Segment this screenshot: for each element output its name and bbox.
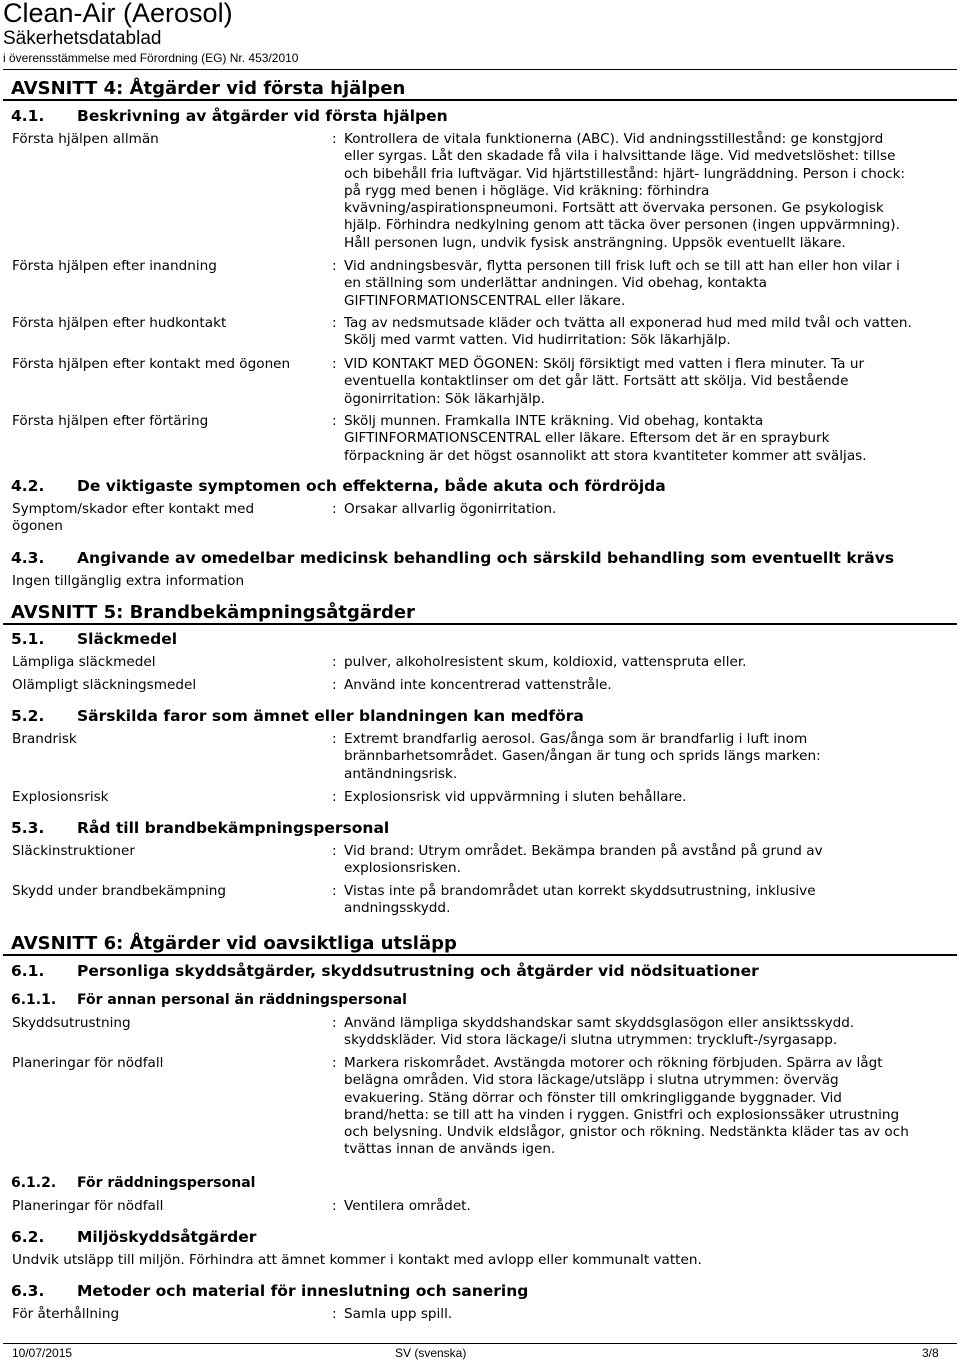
subsection-title: Personliga skyddsåtgärder, skyddsutrustning och åtgärder vid nödsituationer bbox=[77, 962, 759, 980]
value-line: Håll personen lugn, undvik fysisk ansträngning. Uppsök eventuellt läkare. bbox=[344, 234, 846, 251]
subsection-number: 6.1. bbox=[11, 962, 45, 980]
subsection-title: De viktigaste symptomen och effekterna, både akuta och fördröjda bbox=[77, 477, 666, 495]
row-colon: : bbox=[332, 1198, 337, 1214]
value-line: explosionsrisken. bbox=[344, 860, 461, 877]
value-line: skyddskläder. Vid stora läckage/i slutna utrymmen: tryckluft-/syrgasapp. bbox=[344, 1032, 838, 1049]
subsection-number: 5.3. bbox=[11, 819, 45, 837]
subsection-number: 4.1. bbox=[11, 107, 45, 125]
value-line: eller syrgas. Låt den skadade få vila i halvsittande läge. Vid medvetslöshet: tillse bbox=[344, 148, 896, 165]
row-colon: : bbox=[332, 883, 337, 899]
row-colon: : bbox=[332, 413, 337, 429]
value-line: antändningsrisk. bbox=[344, 765, 458, 782]
subsection-number: 6.1.1. bbox=[11, 992, 57, 1008]
subsection-4-2 bbox=[11, 476, 951, 496]
row-value bbox=[344, 413, 950, 465]
subsection-title: Angivande av omedelbar medicinsk behandling och särskild behandling som eventuellt krävs bbox=[77, 549, 895, 567]
section-4-title: AVSNITT 4: Åtgärder vid första hjälpen bbox=[11, 78, 406, 99]
row-value bbox=[344, 1055, 950, 1159]
row-label bbox=[12, 501, 322, 536]
value-line: Tag av nedsmutsade kläder och tvätta all exponerad hud med mild tvål och vatten. bbox=[344, 315, 912, 331]
value-line: en ställning som underlättar andningen. Vid obehag, kontakta bbox=[344, 275, 767, 292]
value-line: och bibehåll fria luftvägar. Vid hjärtstillestånd: hjärt- lungräddning. Person i chock: bbox=[344, 165, 906, 182]
value-line: ögonirritation: Sök läkarhjälp. bbox=[344, 390, 545, 407]
value-line: Vistas inte på brandområdet utan korrekt skyddsutrustning, inklusive bbox=[344, 883, 816, 899]
subsection-title: Råd till brandbekämpningspersonal bbox=[77, 819, 390, 837]
value-line: förpackning är det högst osannolikt att stora kvantiteter kommer att sväljas. bbox=[344, 447, 867, 464]
row-value bbox=[344, 356, 950, 408]
row-colon: : bbox=[332, 843, 337, 859]
row-value bbox=[344, 843, 950, 878]
subsection-6-1-1 bbox=[11, 991, 951, 1009]
subsection-title: Beskrivning av åtgärder vid första hjälpen bbox=[77, 107, 448, 125]
footer-page-number: 3/8 bbox=[922, 1346, 939, 1360]
document-subtitle: Säkerhetsdatablad bbox=[3, 28, 162, 49]
value-line: belägna områden. Vid stora läckage/utsläpp i slutna utrymmen: överväg bbox=[344, 1072, 839, 1089]
subsection-6-3 bbox=[11, 1281, 951, 1301]
row-colon: : bbox=[332, 1055, 337, 1071]
row-value bbox=[344, 258, 950, 310]
environmental-precautions-text: Undvik utsläpp till miljön. Förhindra att ämnet kommer i kontakt med avlopp eller kommunalt vatten. bbox=[12, 1252, 702, 1268]
value-line: brännbarhetsområdet. Gasen/ångan är tung och sprids längs marken: bbox=[344, 748, 821, 765]
value-line: Vid andningsbesvär, flytta personen till frisk luft och se till att han eller hon vilar i bbox=[344, 258, 900, 274]
row-label: För återhållning bbox=[12, 1306, 120, 1322]
subsection-title: Släckmedel bbox=[77, 630, 178, 648]
value-line: VID KONTAKT MED ÖGONEN: Skölj försiktigt med vatten i flera minuter. Ta ur bbox=[344, 356, 865, 372]
row-colon: : bbox=[332, 1306, 337, 1322]
value-line: brand/hetta: se till att ha vinden i ryggen. Gnistfri och explosionssäker utrustning bbox=[344, 1106, 900, 1123]
no-extra-info-text: Ingen tillgänglig extra information bbox=[12, 573, 245, 589]
row-label: Explosionsrisk bbox=[12, 789, 109, 805]
footer-divider bbox=[3, 1343, 957, 1344]
section-5-underline bbox=[3, 623, 957, 625]
value-line: GIFTINFORMATIONSCENTRAL eller läkare. Eftersom det är en sprayburk bbox=[344, 430, 830, 447]
row-label: Olämpligt släckningsmedel bbox=[12, 677, 197, 693]
label-line: ögonen bbox=[12, 518, 63, 535]
regulation-note: i överensstämmelse med Förordning (EG) Nr. 453/2010 bbox=[3, 51, 299, 65]
row-value bbox=[344, 131, 950, 252]
subsection-number: 6.3. bbox=[11, 1282, 45, 1300]
subsection-6-1 bbox=[11, 961, 951, 981]
subsection-5-3 bbox=[11, 818, 951, 838]
subsection-number: 6.2. bbox=[11, 1228, 45, 1246]
subsection-title: Miljöskyddsåtgärder bbox=[77, 1228, 257, 1246]
row-colon: : bbox=[332, 789, 337, 805]
row-label: Första hjälpen efter hudkontakt bbox=[12, 315, 227, 331]
value-line: Extremt brandfarlig aerosol. Gas/ånga som är brandfarlig i luft inom bbox=[344, 731, 808, 747]
row-label: Planeringar för nödfall bbox=[12, 1198, 164, 1214]
subsection-4-3 bbox=[11, 548, 951, 568]
section-6-underline bbox=[3, 954, 957, 956]
row-label: Skydd under brandbekämpning bbox=[12, 883, 227, 899]
value-line: Skölj med varmt vatten. Vid hudirritation: Sök läkarhjälp. bbox=[344, 332, 731, 349]
value-line: GIFTINFORMATIONSCENTRAL eller läkare. bbox=[344, 292, 626, 309]
value-line: evakuering. Stäng dörrar och fönster till omkringliggande byggnader. Vid bbox=[344, 1089, 842, 1106]
section-6-title: AVSNITT 6: Åtgärder vid oavsiktliga utsläpp bbox=[11, 933, 457, 954]
row-value bbox=[344, 1015, 950, 1050]
row-value bbox=[344, 883, 950, 918]
section-4-header bbox=[3, 77, 951, 100]
row-value bbox=[344, 315, 950, 350]
label-line: Symptom/skador efter kontakt med bbox=[12, 501, 255, 517]
subsection-4-1 bbox=[11, 106, 951, 126]
row-value: pulver, alkoholresistent skum, koldioxid, vattenspruta eller. bbox=[344, 654, 747, 670]
subsection-title: Metoder och material för inneslutning och sanering bbox=[77, 1282, 529, 1300]
value-line: Använd lämpliga skyddshandskar samt skyddsglasögon eller ansiktsskydd. bbox=[344, 1015, 855, 1031]
row-label: Brandrisk bbox=[12, 731, 77, 747]
row-label: Släckinstruktioner bbox=[12, 843, 135, 859]
row-colon: : bbox=[332, 677, 337, 693]
subsection-title: Särskilda faror som ämnet eller blandningen kan medföra bbox=[77, 707, 584, 725]
row-value bbox=[344, 731, 950, 783]
row-colon: : bbox=[332, 1015, 337, 1031]
row-label: Första hjälpen allmän bbox=[12, 131, 159, 147]
value-line: andningsskydd. bbox=[344, 900, 451, 917]
subsection-number: 4.3. bbox=[11, 549, 45, 567]
row-label: Lämpliga släckmedel bbox=[12, 654, 156, 670]
row-label: Första hjälpen efter kontakt med ögonen bbox=[12, 356, 291, 372]
row-value: Ventilera området. bbox=[344, 1198, 471, 1214]
subsection-title: För annan personal än räddningspersonal bbox=[77, 992, 407, 1008]
row-colon: : bbox=[332, 654, 337, 670]
value-line: eventuella kontaktlinser om det går lätt. Fortsätt att skölja. Vid bestående bbox=[344, 373, 849, 390]
value-line: Kontrollera de vitala funktionerna (ABC). Vid andningsstillestånd: ge konstgjord bbox=[344, 131, 884, 147]
section-4-underline bbox=[3, 99, 957, 101]
footer-language: SV (svenska) bbox=[395, 1346, 467, 1360]
section-6-header bbox=[3, 932, 951, 955]
subsection-5-1 bbox=[11, 629, 951, 649]
subsection-number: 5.2. bbox=[11, 707, 45, 725]
row-colon: : bbox=[332, 501, 337, 517]
row-colon: : bbox=[332, 131, 337, 147]
section-5-header bbox=[3, 601, 951, 624]
subsection-5-2 bbox=[11, 706, 951, 726]
section-5-title: AVSNITT 5: Brandbekämpningsåtgärder bbox=[11, 602, 415, 623]
value-line: hjälp. Förhindra nedkylning genom att täcka över personen (ingen uppvärmning). bbox=[344, 217, 900, 234]
row-value: Orsakar allvarlig ögonirritation. bbox=[344, 501, 557, 517]
row-value: Använd inte koncentrerad vattenstråle. bbox=[344, 677, 612, 693]
value-line: och belysning. Undvik eldslågor, gnistor och rökning. Nedstänkta kläder tas av och bbox=[344, 1124, 909, 1141]
footer-date: 10/07/2015 bbox=[12, 1346, 73, 1360]
value-line: på rygg med benen i högläge. Vid kräkning: förhindra bbox=[344, 182, 710, 199]
row-colon: : bbox=[332, 356, 337, 372]
subsection-6-1-2 bbox=[11, 1174, 951, 1192]
row-colon: : bbox=[332, 315, 337, 331]
value-line: Skölj munnen. Framkalla INTE kräkning. Vid obehag, kontakta bbox=[344, 413, 764, 429]
row-label: Första hjälpen efter förtäring bbox=[12, 413, 209, 429]
header-divider bbox=[3, 69, 957, 70]
row-label: Planeringar för nödfall bbox=[12, 1055, 164, 1071]
row-value: Samla upp spill. bbox=[344, 1306, 453, 1322]
subsection-number: 4.2. bbox=[11, 477, 45, 495]
value-line: tvättas innan de används igen. bbox=[344, 1141, 556, 1158]
row-label: Skyddsutrustning bbox=[12, 1015, 131, 1031]
row-value: Explosionsrisk vid uppvärmning i sluten behållare. bbox=[344, 789, 687, 805]
subsection-number: 6.1.2. bbox=[11, 1175, 57, 1191]
row-colon: : bbox=[332, 731, 337, 747]
document-title: Clean-Air (Aerosol) bbox=[3, 0, 233, 28]
row-label: Första hjälpen efter inandning bbox=[12, 258, 217, 274]
value-line: kvävning/aspirationspneumoni. Fortsätt att övervaka personen. Ge psykologisk bbox=[344, 200, 884, 217]
value-line: Markera riskområdet. Avstängda motorer och rökning förbjuden. Spärra av lågt bbox=[344, 1055, 883, 1071]
subsection-6-2 bbox=[11, 1227, 951, 1247]
row-colon: : bbox=[332, 258, 337, 274]
subsection-title: För räddningspersonal bbox=[77, 1175, 256, 1191]
subsection-number: 5.1. bbox=[11, 630, 45, 648]
value-line: Vid brand: Utrym området. Bekämpa branden på avstånd på grund av bbox=[344, 843, 823, 859]
